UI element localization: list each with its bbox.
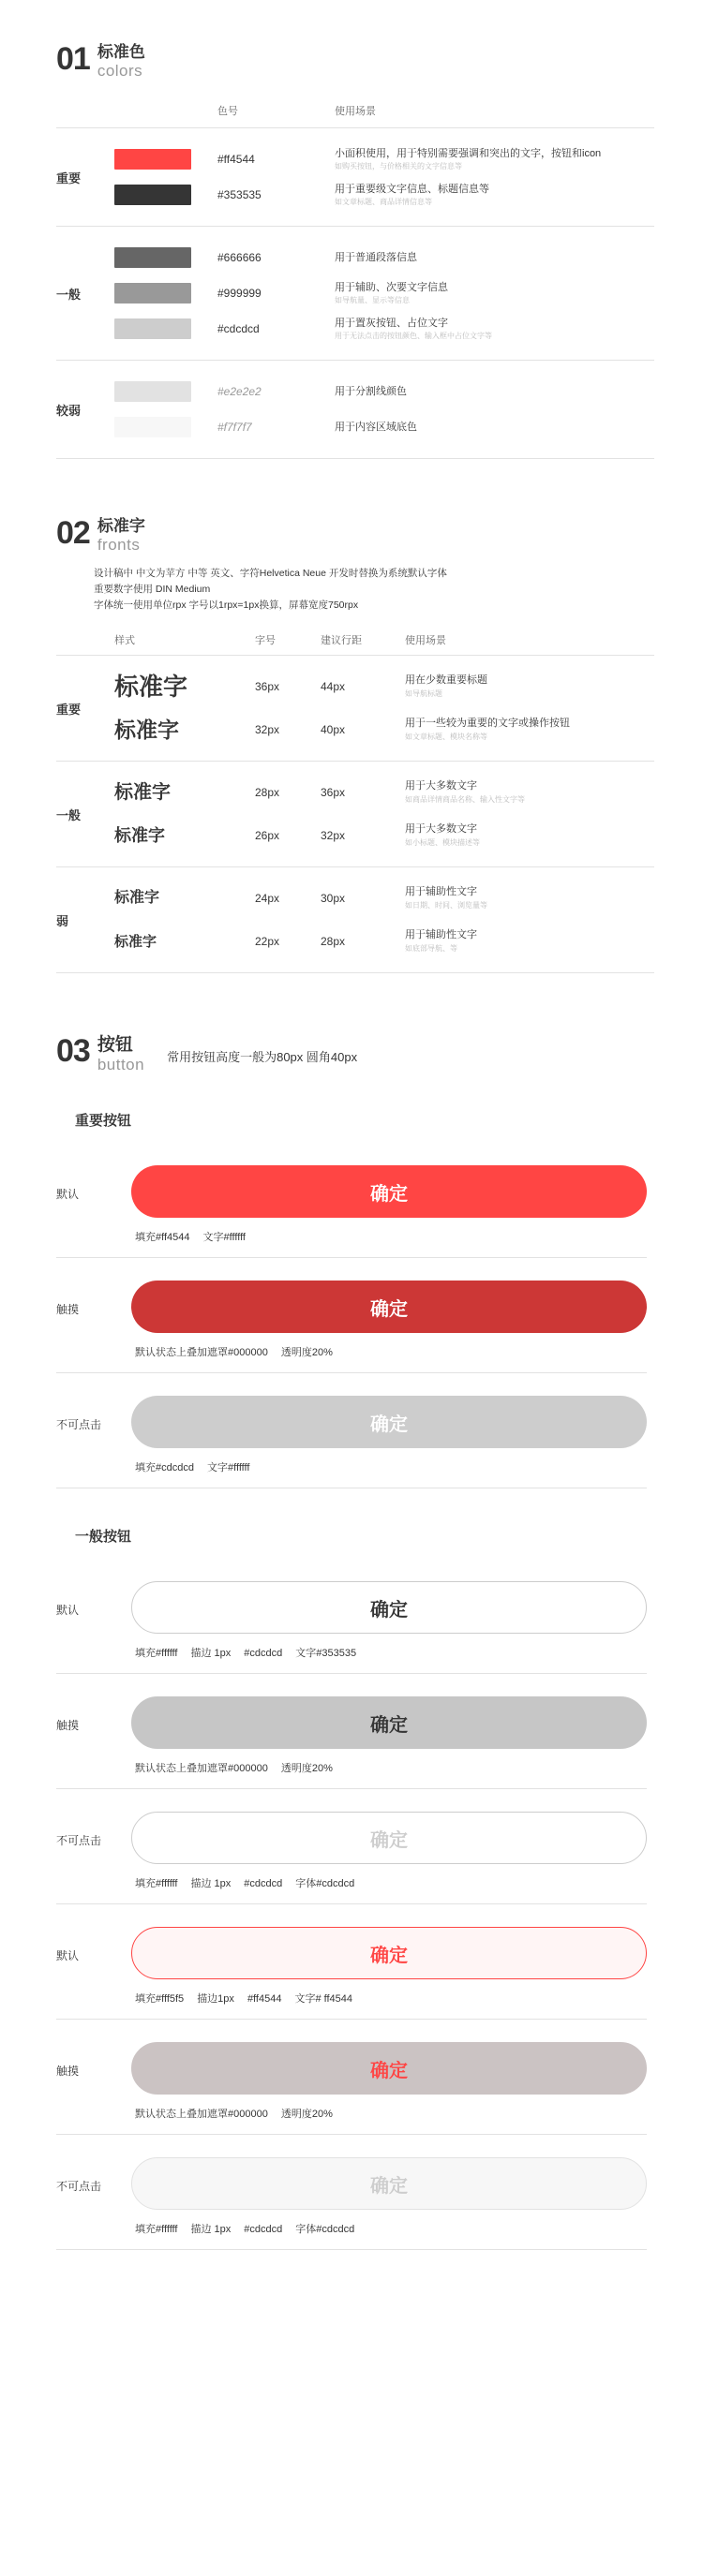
font-size-value: 26px bbox=[255, 829, 280, 842]
font-group bbox=[56, 761, 654, 866]
fonts-table bbox=[0, 632, 703, 973]
section-title-en: fronts bbox=[97, 536, 141, 554]
color-swatch bbox=[114, 417, 191, 437]
section-title-en: colors bbox=[97, 62, 143, 80]
header-font-size: 字号 bbox=[255, 635, 276, 646]
button-spec-caption bbox=[131, 1991, 647, 2006]
color-usage: 用于分割线颜色 bbox=[335, 386, 407, 397]
color-usage: 用于辅助、次要文字信息 bbox=[335, 281, 448, 293]
button-spec-caption bbox=[131, 1229, 647, 1244]
font-size-value: 36px bbox=[255, 680, 280, 693]
font-size-value: 22px bbox=[255, 935, 280, 948]
spec-fill: 填充#ffffff bbox=[135, 1878, 178, 1889]
button-row bbox=[56, 2019, 647, 2134]
fonts-table-header bbox=[56, 632, 654, 655]
color-swatch bbox=[114, 247, 191, 268]
spec-overlay: 默认状态上叠加遮罩#000000 bbox=[135, 1763, 268, 1774]
spec-border: 描边1px bbox=[197, 1993, 234, 2005]
spec-fill: 填充#ffffff bbox=[135, 2224, 178, 2235]
header-color-usage: 使用场景 bbox=[335, 106, 376, 117]
spec-border-color: #ff4544 bbox=[247, 1993, 282, 2005]
spec-text: 文字#ffffff bbox=[202, 1232, 246, 1243]
header-font-style: 样式 bbox=[114, 635, 135, 646]
spec-fill: 填充#ff4544 bbox=[135, 1232, 190, 1243]
button-row bbox=[56, 1903, 647, 2019]
button-row bbox=[56, 1559, 647, 1673]
section-header-buttons bbox=[0, 1035, 703, 1073]
font-size-value: 28px bbox=[255, 786, 280, 799]
spec-fill: 填充#fff5f5 bbox=[135, 1993, 185, 2005]
spec-fill: 填充#ffffff bbox=[135, 1648, 178, 1659]
font-usage-sub: 如导航标题 bbox=[405, 689, 442, 698]
font-sample: 标准字 bbox=[114, 890, 160, 906]
font-group-label: 一般 bbox=[56, 807, 82, 822]
spec-border: 描边 1px bbox=[190, 1648, 232, 1659]
section-title-cn: 标准色 bbox=[97, 43, 145, 61]
button-height-note: 常用按钮高度一般为80px 圆角40px bbox=[167, 1050, 358, 1064]
font-sample: 标准字 bbox=[114, 826, 165, 845]
spec-opacity: 透明度20% bbox=[280, 1347, 333, 1358]
color-usage-sub: 如文章标题、商品详情信息等 bbox=[335, 197, 432, 206]
color-code: #cdcdcd bbox=[217, 322, 260, 335]
color-row bbox=[114, 141, 654, 177]
spec-opacity: 透明度20% bbox=[280, 1763, 333, 1774]
section-number: 02 bbox=[56, 515, 90, 551]
button-state-label: 不可点击 bbox=[56, 1418, 102, 1431]
spec-text: 字体#cdcdcd bbox=[295, 2224, 355, 2235]
font-line-value: 28px bbox=[321, 935, 346, 948]
color-swatch bbox=[114, 381, 191, 402]
color-swatch bbox=[114, 283, 191, 303]
outline-confirm-button-default[interactable]: 确定 bbox=[131, 1927, 647, 1979]
button-state-label: 不可点击 bbox=[56, 1834, 102, 1847]
colors-table bbox=[0, 103, 703, 459]
spec-border-color: #cdcdcd bbox=[244, 2224, 283, 2235]
fonts-desc-line-2: 重要数字使用 DIN Medium bbox=[94, 584, 211, 595]
color-group bbox=[56, 226, 654, 360]
spec-text: 文字# ff4544 bbox=[294, 1993, 353, 2005]
spec-opacity: 透明度20% bbox=[280, 2109, 333, 2120]
button-row bbox=[56, 1143, 647, 1257]
spec-text: 字体#cdcdcd bbox=[295, 1878, 355, 1889]
button-spec-caption bbox=[131, 1459, 647, 1474]
font-line-value: 40px bbox=[321, 723, 346, 736]
color-group bbox=[56, 360, 654, 459]
button-row bbox=[56, 1257, 647, 1372]
primary-confirm-button-pressed[interactable]: 确定 bbox=[131, 1281, 647, 1333]
font-line-value: 36px bbox=[321, 786, 346, 799]
font-group-label: 弱 bbox=[56, 913, 69, 928]
spec-border: 描边 1px bbox=[190, 1878, 232, 1889]
spec-border-color: #cdcdcd bbox=[244, 1878, 283, 1889]
fonts-desc-line-3: 字体统一使用单位rpx 字号以1rpx=1px换算，屏幕宽度750rpx bbox=[94, 600, 359, 611]
font-usage-sub: 如日期、时间、浏览量等 bbox=[405, 901, 487, 910]
button-group-title-primary: 重要按钮 bbox=[75, 1113, 132, 1129]
section-title-cn: 按钮 bbox=[97, 1035, 133, 1055]
button-state-label: 默认 bbox=[56, 1949, 80, 1962]
font-line-value: 32px bbox=[321, 829, 346, 842]
button-row bbox=[56, 1673, 647, 1788]
button-spec-caption bbox=[131, 1875, 647, 1890]
button-spec-caption bbox=[131, 1760, 647, 1775]
font-usage-sub: 如小标题、模块描述等 bbox=[405, 838, 480, 847]
secondary-confirm-button-pressed[interactable]: 确定 bbox=[131, 1696, 647, 1749]
button-group-secondary bbox=[0, 1559, 703, 2250]
spec-overlay: 默认状态上叠加遮罩#000000 bbox=[135, 1347, 268, 1358]
color-usage-sub: 用于无法点击的按钮颜色、输入框中占位文字等 bbox=[335, 331, 492, 340]
button-state-label: 触摸 bbox=[56, 2065, 80, 2078]
outline-confirm-button-pressed[interactable]: 确定 bbox=[131, 2042, 647, 2095]
section-title-cn: 标准字 bbox=[97, 517, 145, 535]
button-spec-caption bbox=[131, 1645, 647, 1660]
color-usage: 小面积使用，用于特别需要强调和突出的文字，按钮和icon bbox=[335, 147, 602, 159]
color-swatch bbox=[114, 185, 191, 205]
font-line-value: 30px bbox=[321, 892, 346, 905]
color-row bbox=[114, 177, 654, 213]
button-spec-caption bbox=[131, 2106, 647, 2121]
font-group bbox=[56, 655, 654, 761]
color-group-label: 重要 bbox=[56, 170, 82, 185]
font-usage: 用于一些较为重要的文字或操作按钮 bbox=[405, 718, 570, 729]
button-row bbox=[56, 1788, 647, 1903]
color-row bbox=[114, 240, 654, 275]
button-spec-caption bbox=[131, 2221, 647, 2236]
font-usage-sub: 如文章标题、模块名称等 bbox=[405, 733, 487, 741]
font-row bbox=[114, 877, 654, 920]
section-number: 03 bbox=[56, 1033, 90, 1069]
color-group bbox=[56, 127, 654, 226]
font-row bbox=[114, 665, 654, 708]
color-swatch bbox=[114, 318, 191, 339]
button-row bbox=[56, 1372, 647, 1488]
font-size-value: 24px bbox=[255, 892, 280, 905]
colors-table-header bbox=[56, 103, 654, 127]
font-sample: 标准字 bbox=[114, 933, 157, 950]
font-group bbox=[56, 866, 654, 973]
color-usage: 用于置灰按钮、占位文字 bbox=[335, 317, 448, 329]
primary-confirm-button-disabled: 确定 bbox=[131, 1396, 647, 1448]
color-usage: 用于重要级文字信息、标题信息等 bbox=[335, 183, 489, 195]
font-row bbox=[114, 920, 654, 963]
button-spec-caption bbox=[131, 1344, 647, 1359]
color-row bbox=[114, 275, 654, 311]
color-usage: 用于普通段落信息 bbox=[335, 251, 417, 263]
font-sample: 标准字 bbox=[114, 782, 171, 803]
font-usage-sub: 如底部导航、等 bbox=[405, 944, 457, 953]
button-state-label: 触摸 bbox=[56, 1719, 80, 1732]
color-usage: 用于内容区域底色 bbox=[335, 422, 417, 433]
spec-border: 描边 1px bbox=[190, 2224, 232, 2235]
color-row bbox=[114, 311, 654, 347]
fonts-description bbox=[94, 566, 703, 614]
font-row bbox=[114, 771, 654, 814]
font-line-value: 44px bbox=[321, 680, 346, 693]
secondary-confirm-button-default[interactable]: 确定 bbox=[131, 1581, 647, 1634]
secondary-confirm-button-disabled: 确定 bbox=[131, 1812, 647, 1864]
spec-border-color: #cdcdcd bbox=[244, 1648, 283, 1659]
button-state-label: 默认 bbox=[56, 1188, 80, 1201]
header-color-code: 色号 bbox=[217, 106, 238, 117]
color-code: #e2e2e2 bbox=[217, 385, 262, 398]
font-usage: 用于大多数文字 bbox=[405, 823, 477, 835]
font-group-label: 重要 bbox=[56, 702, 82, 717]
color-usage-sub: 如购买按钮，与价格相关的文字信息等 bbox=[335, 161, 462, 170]
spec-overlay: 默认状态上叠加遮罩#000000 bbox=[135, 2109, 268, 2120]
color-row bbox=[114, 374, 654, 409]
color-row bbox=[114, 409, 654, 445]
color-group-label: 一般 bbox=[56, 287, 82, 302]
font-usage: 用于辅助性文字 bbox=[405, 929, 477, 940]
header-font-line: 建议行距 bbox=[321, 635, 362, 646]
button-state-label: 不可点击 bbox=[56, 2180, 102, 2193]
color-group-label: 较弱 bbox=[56, 403, 82, 418]
section-header-fonts bbox=[0, 517, 703, 553]
font-usage: 用于辅助性文字 bbox=[405, 886, 477, 897]
button-state-label: 触摸 bbox=[56, 1303, 80, 1316]
font-sample: 标准字 bbox=[114, 673, 188, 701]
primary-confirm-button-default[interactable]: 确定 bbox=[131, 1165, 647, 1218]
button-state-label: 默认 bbox=[56, 1604, 80, 1617]
section-number: 01 bbox=[56, 41, 90, 77]
header-font-usage: 使用场景 bbox=[405, 635, 446, 646]
color-swatch bbox=[114, 149, 191, 170]
outline-confirm-button-disabled: 确定 bbox=[131, 2157, 647, 2210]
fonts-desc-line-1: 设计稿中 中文为苹方 中等 英文、字符Helvetica Neue 开发时替换为系统默认字体 bbox=[94, 568, 447, 579]
font-size-value: 32px bbox=[255, 723, 280, 736]
button-group-title-secondary: 一般按钮 bbox=[75, 1529, 132, 1545]
section-header-colors bbox=[0, 43, 703, 79]
font-row bbox=[114, 708, 654, 751]
button-group-primary bbox=[0, 1143, 703, 1488]
spec-fill: 填充#cdcdcd bbox=[135, 1462, 194, 1473]
style-guide-page bbox=[0, 43, 703, 2306]
color-code: #666666 bbox=[217, 251, 262, 264]
spec-text: 文字#353535 bbox=[295, 1648, 357, 1659]
font-usage: 用在少数重要标题 bbox=[405, 674, 487, 686]
button-row bbox=[56, 2134, 647, 2250]
font-sample: 标准字 bbox=[114, 717, 179, 742]
spec-text: 文字#ffffff bbox=[206, 1462, 250, 1473]
color-code: #999999 bbox=[217, 287, 262, 300]
font-usage-sub: 如商品详情商品名称、输入性文字等 bbox=[405, 795, 525, 804]
color-code: #ff4544 bbox=[217, 153, 255, 166]
section-title-en: button bbox=[97, 1056, 145, 1073]
font-row bbox=[114, 814, 654, 857]
color-usage-sub: 如导航量、显示等信息 bbox=[335, 295, 410, 304]
color-code: #f7f7f7 bbox=[217, 421, 252, 434]
font-usage: 用于大多数文字 bbox=[405, 780, 477, 792]
color-code: #353535 bbox=[217, 188, 262, 201]
